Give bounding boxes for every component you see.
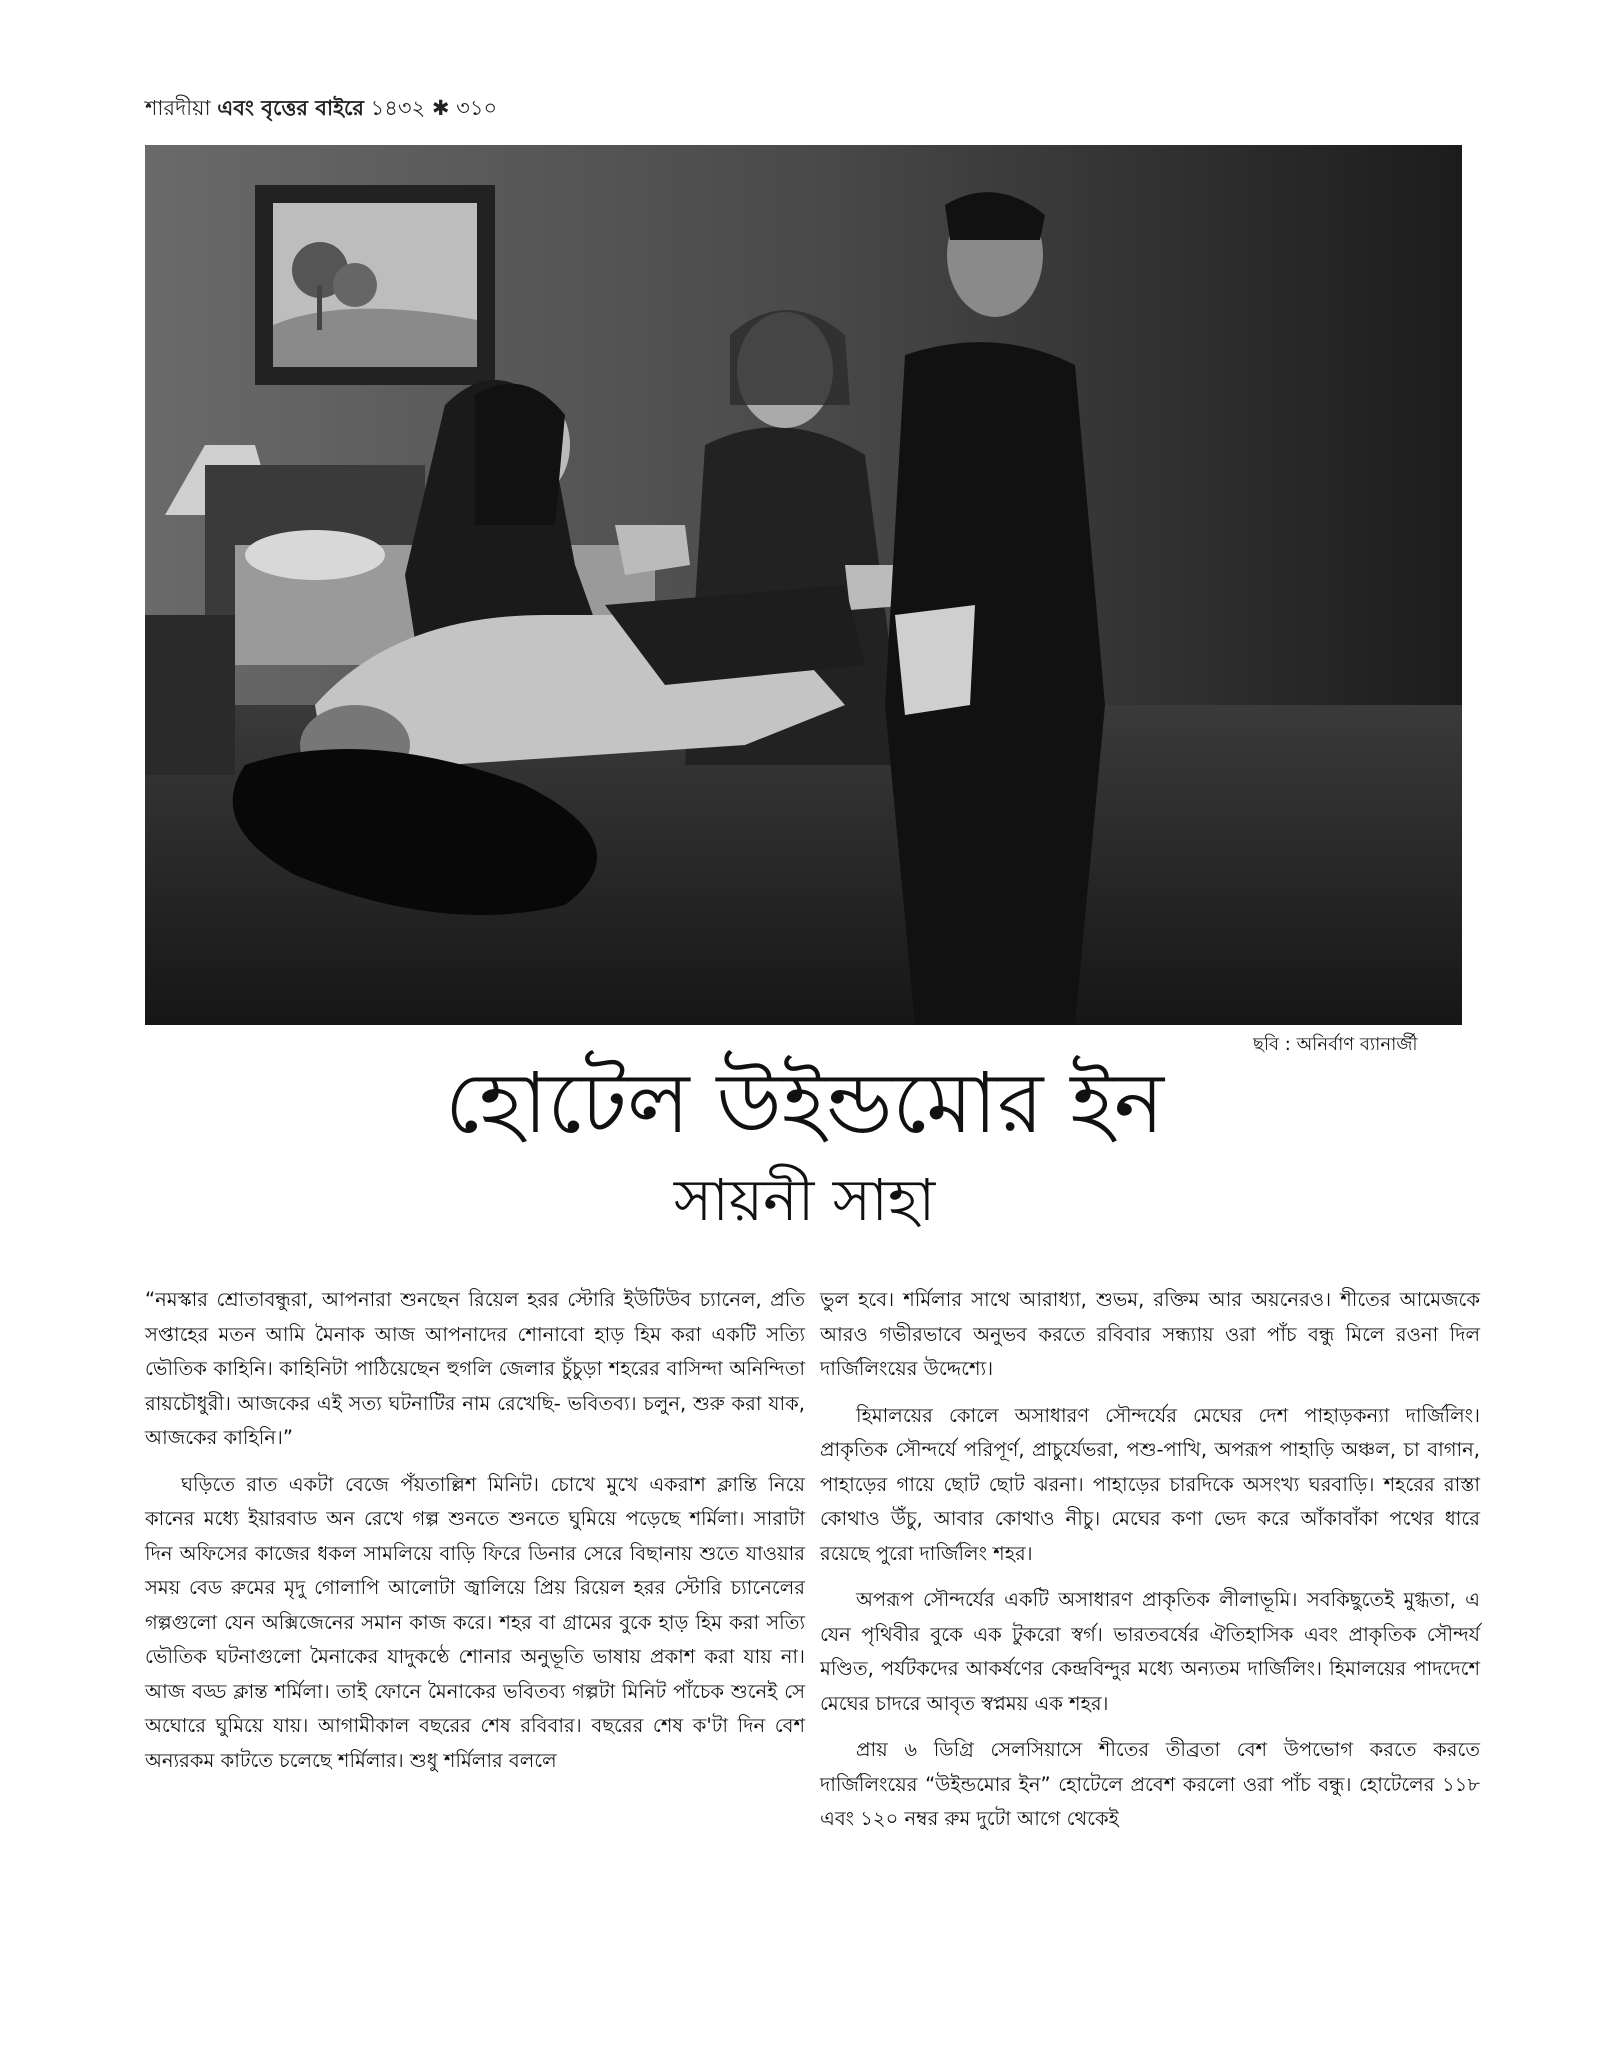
paragraph: “নমস্কার শ্রোতাবন্ধুরা, আপনারা শুনছেন রিয়েল হরর স্টোরি ইউটিউব চ্যানেল, প্রতি সপ্তাহের মতন আমি মৈনাক আজ আপনাদের শোনাবো হাড় হিম করা একটি সত্যি ভৌতিক কাহিনি। কাহিনিটা পাঠিয়েছেন হুগলি জেলার চুঁচুড়া শহরের বাসিন্দা অনিন্দিতা রায়চৌধুরী। আজকের এই সত্য ঘটনাটির নাম রেখেছি- ভবিতব্য। চলুন, শুরু করা যাক, আজকের কাহিনি।” xyxy=(145,1288,805,1449)
paragraph: প্রায় ৬ ডিগ্রি সেলসিয়াসে শীতের তীব্রতা বেশ উপভোগ করতে করতে দার্জিলিংয়ের “উইন্ডমোর ইন” হোটেলে প্রবেশ করলো ওরা পাঁচ বন্ধু। হোটেলের ১১৮ এবং ১২০ নম্বর রুম দুটো আগে থেকেই xyxy=(820,1738,1480,1830)
paragraph: অপরূপ সৌন্দর্যের একটি অসাধারণ প্রাকৃতিক লীলাভূমি। সবকিছুতেই মুগ্ধতা, এ যেন পৃথিবীর বুকে এক টুকরো স্বর্গ। ভারতবর্ষের ঐতিহাসিক এবং প্রাকৃতিক সৌন্দর্য মণ্ডিত, পর্যটকদের আকর্ষণের কেন্দ্রবিন্দুর মধ্যে অন্যতম দার্জিলিং। হিমালয়ের পাদদেশে মেঘের চাদরে আবৃত স্বপ্নময় এক শহর। xyxy=(820,1588,1480,1715)
header-prefix: শারদীয়া xyxy=(145,96,211,120)
story-illustration xyxy=(145,145,1462,1025)
wall-painting xyxy=(255,185,495,385)
page-header xyxy=(145,92,497,127)
year-and-page-number: ১৪৩২ ✱ ৩১০ xyxy=(370,96,498,120)
body-column-left xyxy=(145,1283,805,1790)
article-author: সায়নী সাহা xyxy=(673,1166,936,1234)
paragraph: ভুল হবে। শর্মিলার সাথে আরাধ্যা, শুভম, রক্তিম আর অয়নেরও। শীতের আমেজকে আরও গভীরভাবে অনুভব করতে রবিবার সন্ধ্যায় ওরা পাঁচ বন্ধু মিলে রওনা দিল দার্জিলিংয়ের উদ্দেশ্যে। xyxy=(820,1288,1480,1380)
body-column-right xyxy=(820,1283,1480,1849)
paragraph: হিমালয়ের কোলে অসাধারণ সৌন্দর্যের মেঘের দেশ পাহাড়কন্যা দার্জিলিং। প্রাকৃতিক সৌন্দর্যে পরিপূর্ণ, প্রাচুর্যেভরা, পশু-পাখি, অপরূপ পাহাড়ি অঞ্চল, চা বাগান, পাহাড়ের গায়ে ছোট ছোট ঝরনা। পাহাড়ের চারদিকে অসংখ্য ঘরবাড়ি। শহরের রাস্তা কোথাও উঁচু, আবার কোথাও নীচু। মেঘের কণা ভেদ করে আঁকাবাঁকা পথের ধারে রয়েছে পুরো দার্জিলিং শহর। xyxy=(820,1403,1480,1565)
illustration-artwork xyxy=(145,145,1462,1025)
illustration-credit: ছবি : অনির্বাণ ব্যানার্জী xyxy=(1253,1034,1418,1055)
paragraph: ঘড়িতে রাত একটা বেজে পঁয়তাল্লিশ মিনিট। চোখে মুখে একরাশ ক্লান্তি নিয়ে কানের মধ্যে ইয়ারবাড অন রেখে গল্প শুনতে শুনতে ঘুমিয়ে পড়েছে শর্মিলা। সারাটা দিন অফিসের কাজের ধকল সামলিয়ে বাড়ি ফিরে ডিনার সেরে বিছানায় শুতে যাওয়ার সময় বেড রুমের মৃদু গোলাপি আলোটা জ্বালিয়ে প্রিয় রিয়েল হরর স্টোরি চ্যানেলের গল্পগুলো যেন অক্সিজেনের সমান কাজ করে। শহর বা গ্রামের বুকে হাড় হিম করা সত্যি ভৌতিক ঘটনাগুলো মৈনাকের যাদুকণ্ঠে শোনার অনুভূতি ভাষায় প্রকাশ করা যায় না। আজ বড্ড ক্লান্ত শর্মিলা। তাই ফোনে মৈনাকের ভবিতব্য গল্পটা মিনিট পাঁচেক শুনেই সে অঘোরে ঘুমিয়ে যায়। আগামীকাল বছরের শেষ রবিবার। বছরের শেষ ক'টা দিন বেশ অন্যরকম কাটতে চলেছে শর্মিলার। শুধু শর্মিলার বললে xyxy=(145,1472,805,1772)
magazine-name: এবং বৃত্তের বাইরে xyxy=(217,96,364,120)
article-title: হোটেল উইন্ডমোর ইন xyxy=(444,1054,1165,1152)
